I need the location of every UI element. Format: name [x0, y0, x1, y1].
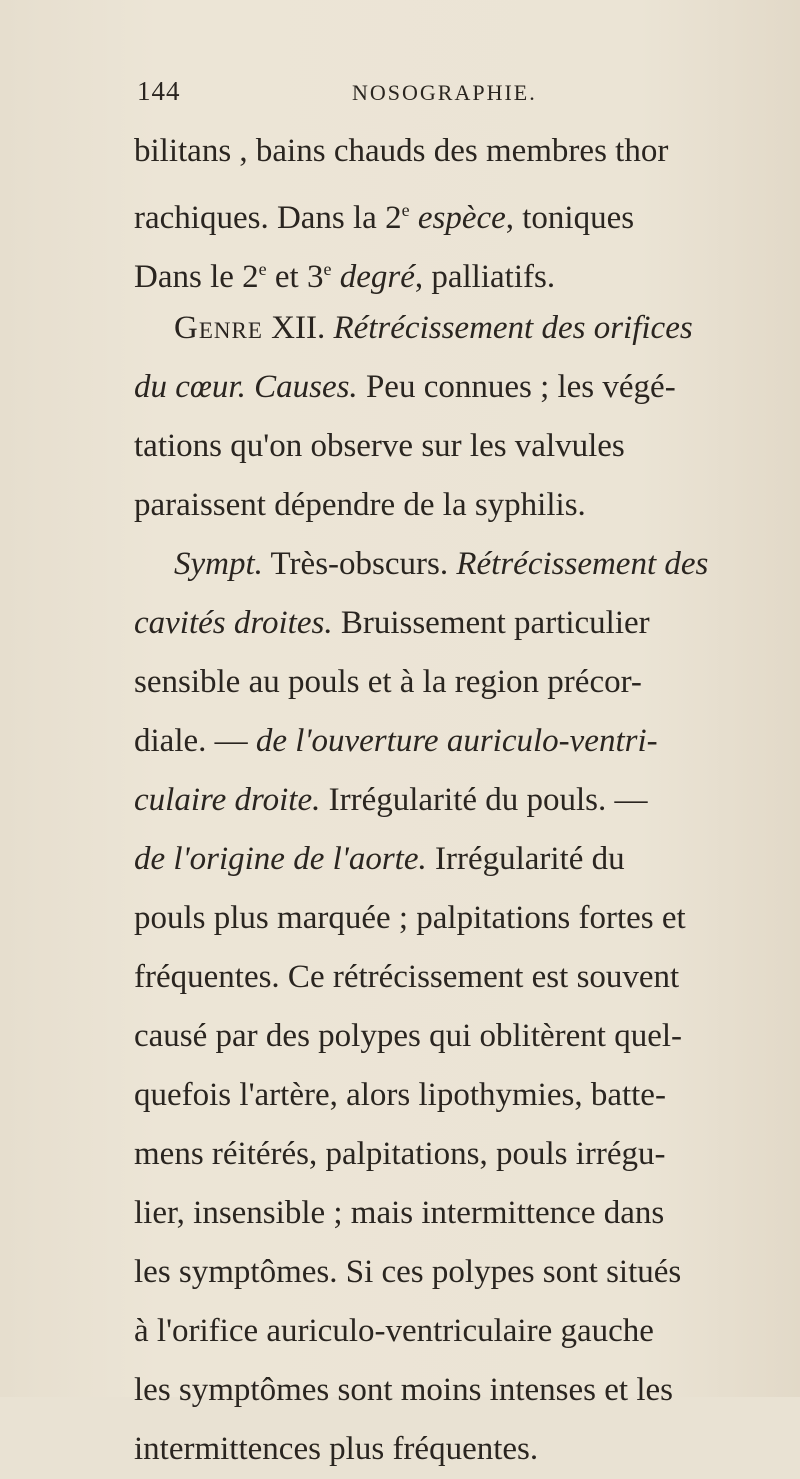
text-line: pouls plus marquée ; palpitations fortes et: [134, 900, 686, 936]
text-line: sensible au pouls et à la region précor-: [134, 664, 642, 700]
text-line: bilitans , bains chauds des membres thor: [134, 133, 669, 169]
text-line: culaire droite. Irrégularité du pouls. —: [134, 782, 648, 818]
text-line: les symptômes sont moins intenses et les: [134, 1372, 673, 1408]
text-line: du cœur. Causes. Peu connues ; les végé-: [134, 369, 676, 405]
text-line: diale. — de l'ouverture auriculo-ventri-: [134, 723, 658, 759]
text-line: rachiques. Dans la 2e espèce, toniques: [134, 200, 635, 236]
text-line: paraissent dépendre de la syphilis.: [134, 487, 586, 523]
running-head: NOSOGRAPHIE.: [352, 80, 537, 105]
page-header: [0, 70, 800, 110]
text-line: intermittences plus fréquentes.: [134, 1431, 539, 1467]
body-text: [134, 122, 800, 1479]
text-line: Sympt. Très-obscurs. Rétrécissement des: [174, 546, 709, 582]
text-line: Genre XII. Rétrécissement des orifices: [174, 310, 693, 346]
text-line: tations qu'on observe sur les valvules: [134, 428, 625, 464]
text-line: quefois l'artère, alors lipothymies, batte-: [134, 1077, 666, 1113]
text-line: lier, insensible ; mais intermittence dans: [134, 1195, 665, 1231]
text-line: causé par des polypes qui oblitèrent quel-: [134, 1018, 682, 1054]
text-line: mens réitérés, palpitations, pouls irrégu-: [134, 1136, 666, 1172]
text-line: les symptômes. Si ces polypes sont situés: [134, 1254, 682, 1290]
text-line: de l'origine de l'aorte. Irrégularité du: [134, 841, 625, 877]
text-line: fréquentes. Ce rétrécissement est souvent: [134, 959, 680, 995]
text-line: Dans le 2e et 3e degré, palliatifs.: [134, 259, 556, 295]
text-line: à l'orifice auriculo-ventriculaire gauche: [134, 1313, 654, 1349]
page-number: 144: [137, 76, 181, 106]
text-line: cavités droites. Bruissement particulier: [134, 605, 650, 641]
